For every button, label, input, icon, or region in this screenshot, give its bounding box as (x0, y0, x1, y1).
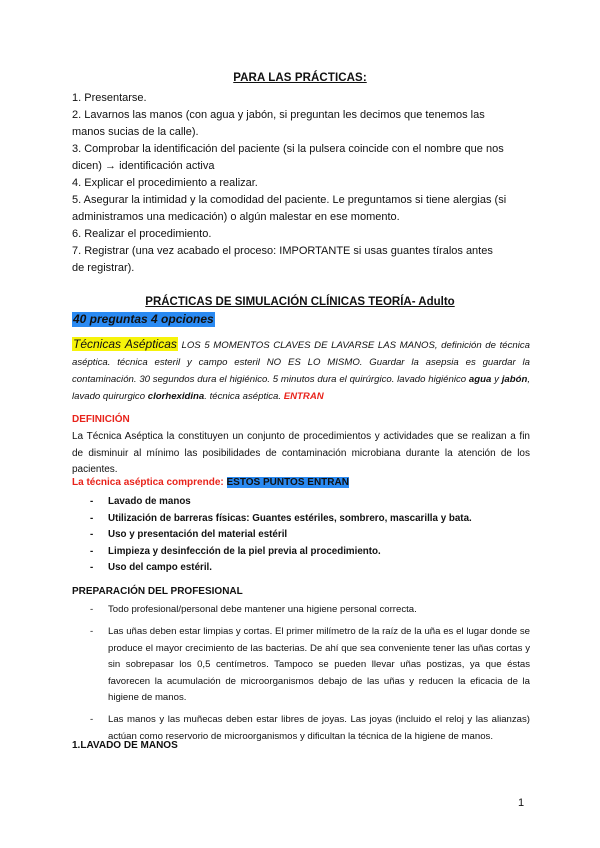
list-item (90, 527, 530, 544)
comprende-line (72, 477, 349, 488)
list-item-text: Uso y presentación del material estéril (108, 529, 288, 540)
definicion-text: La Técnica Aséptica la constituyen un conjunto de procedimientos y actividades que se realizan a fin de disminuir al mínimo las posibilidades de contaminación microbiana durante la atención de los pacientes. (72, 431, 530, 475)
list-item-text: Uso del campo estéril. (108, 562, 212, 573)
step-line: 5. Asegurar la intimidad y la comodidad del paciente. Le preguntamos si tiene alergias (si (72, 194, 507, 206)
list-item (90, 544, 530, 561)
step-line: 6. Realizar el procedimiento. (72, 228, 212, 240)
tecnicas-entran: ENTRAN (283, 391, 324, 402)
practicas-heading: PARA LAS PRÁCTICAS: (233, 72, 367, 84)
step-line: de registrar). (72, 262, 135, 274)
list-item (90, 624, 530, 706)
tecnicas-text: y (491, 374, 502, 385)
tecnicas-title: Técnicas Asépticas (73, 337, 177, 351)
dash: - (90, 496, 94, 507)
list-item (90, 602, 530, 618)
step-line: dicen) → identificación activa (72, 160, 215, 172)
list-item-text: Utilización de barreras físicas: Guantes estériles, sombrero, mascarilla y bata. (108, 512, 472, 524)
questions-note: 40 preguntas 4 opciones (73, 312, 214, 326)
step-line: 3. Comprobar la identificación del paciente (si la pulsera coincide con el nombre que nos (72, 143, 504, 155)
tecnicas-text: . técnica aséptica. (204, 391, 284, 402)
comprende-highlight: ESTOS PUNTOS ENTRAN (226, 477, 349, 488)
step-line: 2. Lavarnos las manos (con agua y jabón, si preguntan les decimos que tenemos las (72, 109, 485, 121)
list-item-text: Limpieza y desinfección de la piel previa al procedimiento. (108, 545, 381, 557)
step-line: manos sucias de la calle). (72, 126, 199, 138)
step-line: 4. Explicar el procedimiento a realizar. (72, 177, 258, 189)
lavado-heading: 1.LAVADO DE MANOS (72, 740, 178, 751)
dash: - (90, 604, 94, 615)
tecnicas-bold: agua (468, 374, 492, 385)
step-line: 1. Presentarse. (72, 92, 147, 104)
dash: - (90, 529, 94, 540)
preparacion-list (90, 602, 530, 751)
tecnicas-bold: clorhexidina (147, 391, 205, 402)
tecnicas-bold: jabón (501, 374, 528, 385)
list-item-text: Todo profesional/personal debe mantener una higiene personal correcta. (108, 604, 417, 615)
preparacion-heading: PREPARACIÓN DEL PROFESIONAL (72, 586, 243, 597)
step-line: 7. Registrar (una vez acabado el proceso: IMPORTANTE si usas guantes tíralos antes (72, 245, 493, 257)
practicas-steps (72, 90, 532, 277)
list-item-text: Lavado de manos (108, 496, 191, 507)
dash: - (90, 562, 94, 573)
dash: - (90, 545, 94, 557)
comprende-label: La técnica aséptica comprende: (72, 477, 224, 488)
list-item (90, 494, 530, 511)
definicion-heading: DEFINICIÓN (72, 414, 130, 425)
simulacion-heading: PRÁCTICAS DE SIMULACIÓN CLÍNICAS TEORÍA- Adulto (145, 296, 455, 308)
dash: - (90, 512, 94, 524)
tecnicas-text: LOS 5 MOMENTOS CLAVES DE LAVARSE LAS MANOS, definición de técnica aséptica. técnica esteril y campo esteril NO ES LO MISMO. Guardar la asepsia es guardar la contaminación. 30 segundos dura el higiénico. 5 minutos dura el quirúrgico. lavado higiénico (72, 340, 530, 385)
list-item-text: Las manos y las muñecas deben estar libres de joyas. Las joyas (incluido el reloj y las alianzas) actúan como reservorio de microorganismos y dificultan la técnica de la higiene de manos. (108, 714, 530, 742)
dash: - (90, 626, 94, 638)
list-item (90, 560, 530, 577)
tecnicas-text: , lavado quirurgico (72, 374, 530, 402)
page-number: 1 (518, 797, 525, 809)
comprende-list (90, 494, 530, 577)
list-item-text: Las uñas deben estar limpias y cortas. El primer milímetro de la raíz de la uña es el lugar donde se produce el mayor crecimiento de las bacterias. De ahí que sea conveniente tener las uñas cortas y sin sobrepasar los 0,5 centímetros. Tampoco se pueden llevar uñas postizas, ya que éstas favorecen la acumulación de microorganismos debajo de las uñas y reducen la eficacia de la higiene de manos. (108, 626, 530, 704)
step-line: administramos una medicación) o algún malestar en ese momento. (72, 211, 400, 223)
list-item (90, 511, 530, 528)
dash: - (90, 714, 94, 726)
tecnicas-paragraph (72, 336, 530, 405)
